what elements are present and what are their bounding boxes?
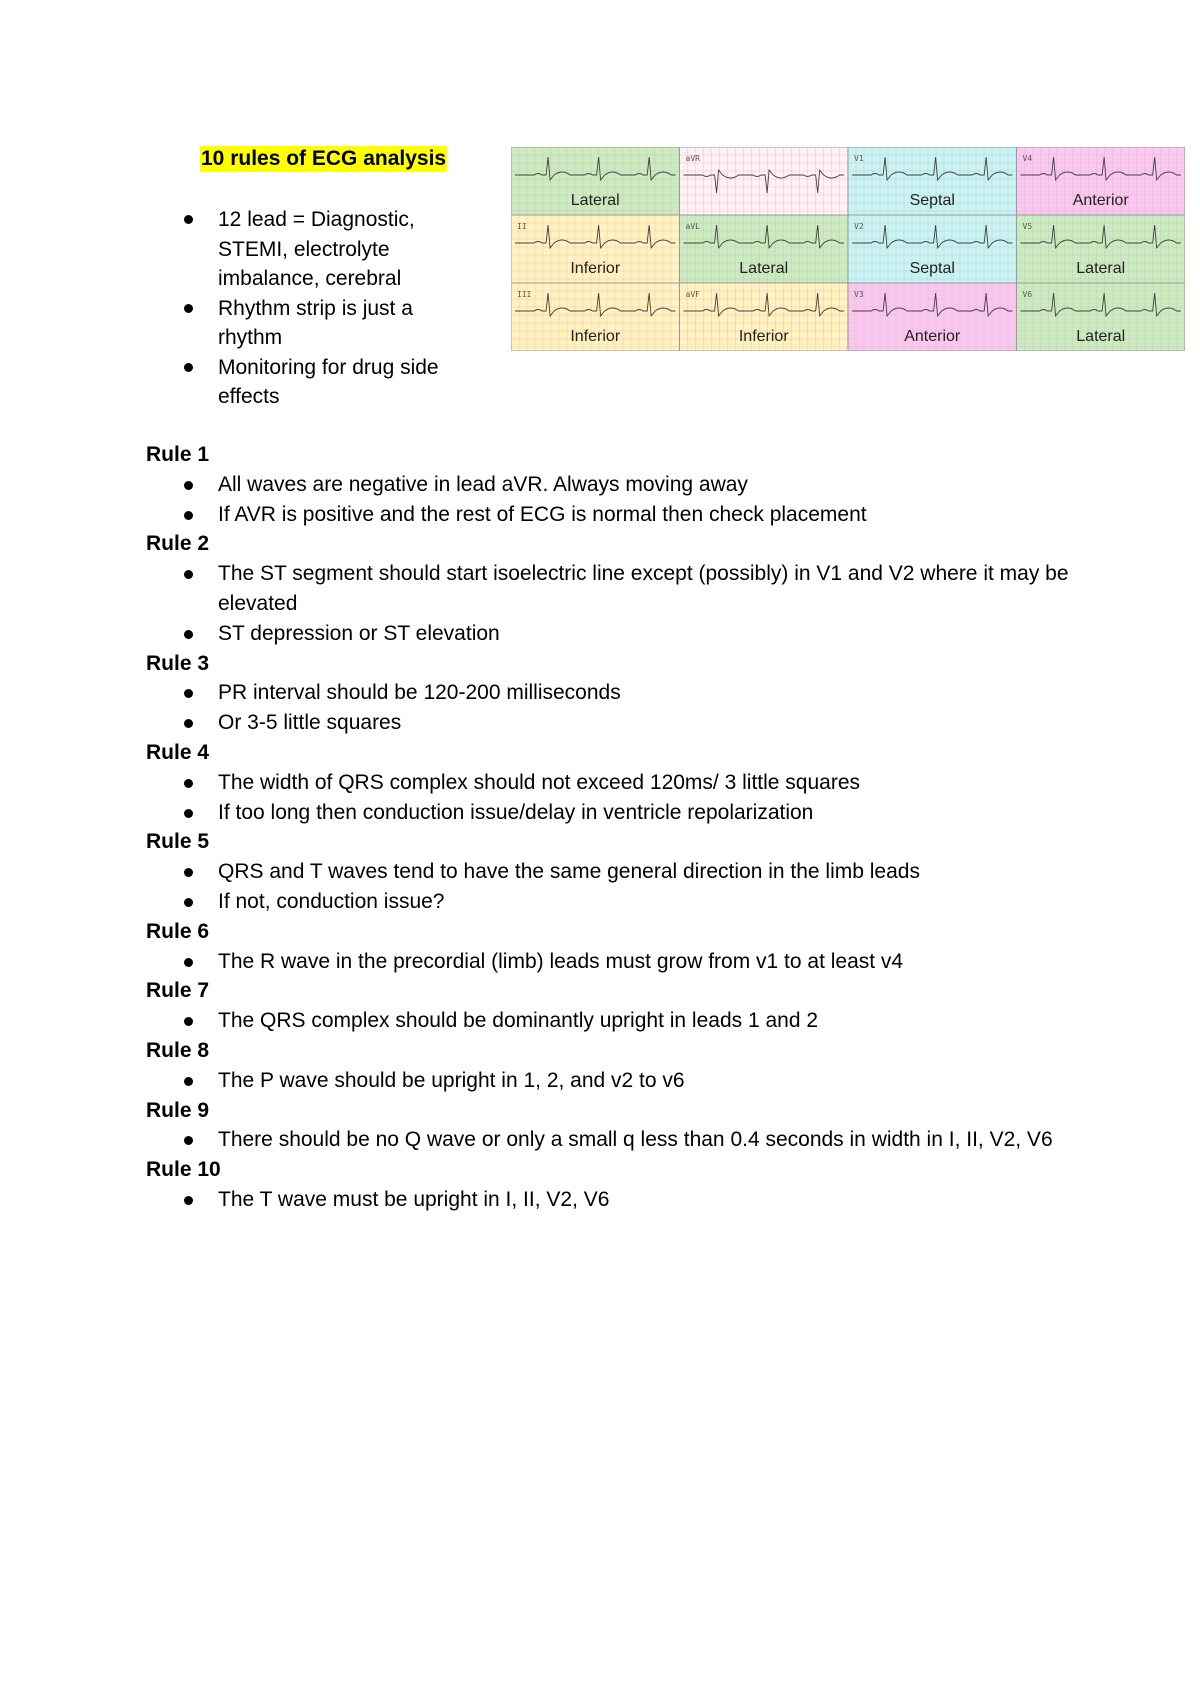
rule-points xyxy=(0,678,1200,738)
bullet-icon xyxy=(184,1017,193,1026)
intro-item-text: 12 lead = Diagnostic, STEMI, electrolyte imbalance, cerebral xyxy=(218,208,415,290)
ecg-grid-image xyxy=(511,147,1185,351)
ecg-cell xyxy=(1017,283,1186,351)
bullet-icon xyxy=(184,719,193,728)
ecg-region-label: Septal xyxy=(909,260,955,277)
intro-list xyxy=(0,205,470,412)
ecg-cell xyxy=(1017,147,1186,215)
intro-item xyxy=(0,294,470,353)
ecg-region-label: Lateral xyxy=(570,192,620,209)
rule-points xyxy=(0,1006,1200,1036)
rule-heading: Rule 5 xyxy=(146,830,210,854)
ecg-region-label: Inferior xyxy=(570,260,621,277)
rule-point xyxy=(0,947,1200,977)
rule-point xyxy=(0,708,1200,738)
document-title: 10 rules of ECG analysis xyxy=(201,147,447,170)
rule-point xyxy=(0,1006,1200,1036)
rule-heading: Rule 9 xyxy=(146,1098,210,1122)
bullet-icon xyxy=(184,630,193,639)
bullet-icon xyxy=(184,868,193,877)
rule-points xyxy=(0,1125,1200,1155)
rule-point-text: The R wave in the precordial (limb) leads must grow from v1 to at least v4 xyxy=(218,949,904,973)
rule-point-text: PR interval should be 120-200 milliseconds xyxy=(218,681,621,705)
rule-point xyxy=(0,857,1200,887)
intro-item xyxy=(0,353,470,412)
rule-point-text: If not, conduction issue? xyxy=(218,889,445,913)
rule-heading: Rule 7 xyxy=(146,979,210,1003)
rule-point-text: Or 3-5 little squares xyxy=(218,711,402,735)
rule-heading: Rule 2 xyxy=(146,532,210,556)
rule-point-text: All waves are negative in lead aVR. Always moving away xyxy=(218,472,748,496)
rule-point xyxy=(0,500,1200,530)
rule-points xyxy=(0,947,1200,977)
ecg-lead-label: II xyxy=(517,222,527,231)
bullet-icon xyxy=(184,215,193,224)
rule-points xyxy=(0,857,1200,917)
rule-point xyxy=(0,559,1200,619)
rule-points xyxy=(0,559,1200,648)
rule-block xyxy=(0,649,1200,738)
ecg-region-label: Lateral xyxy=(1076,260,1126,277)
ecg-lead-label: V4 xyxy=(1022,154,1033,163)
rule-point xyxy=(0,768,1200,798)
bullet-icon xyxy=(184,511,193,520)
rule-heading: Rule 1 xyxy=(146,443,210,466)
rule-point-text: The width of QRS complex should not exceed 120ms/ 3 little squares xyxy=(218,770,860,794)
ecg-lead-region-figure xyxy=(511,147,1185,351)
rule-block xyxy=(0,917,1200,977)
rule-block xyxy=(0,976,1200,1036)
ecg-region-label: Inferior xyxy=(570,328,621,345)
rule-block xyxy=(0,738,1200,827)
ecg-region-label: Anterior xyxy=(1072,192,1129,209)
rule-heading: Rule 8 xyxy=(146,1038,210,1062)
intro-item-text: Monitoring for drug side effects xyxy=(218,355,439,408)
rule-block xyxy=(0,1096,1200,1156)
intro-item xyxy=(0,205,470,294)
rule-heading: Rule 3 xyxy=(146,651,210,675)
rule-block xyxy=(0,827,1200,916)
rule-heading: Rule 4 xyxy=(146,740,210,764)
rule-point xyxy=(0,1185,1200,1215)
rule-point-text: The P wave should be upright in 1, 2, and v2 to v6 xyxy=(218,1068,685,1092)
ecg-cell xyxy=(511,215,680,283)
intro-item-text: Rhythm strip is just a rhythm xyxy=(218,296,413,349)
bullet-icon xyxy=(184,958,193,967)
rule-block xyxy=(0,1036,1200,1096)
bullet-icon xyxy=(184,363,193,372)
rule-point-text: The QRS complex should be dominantly upright in leads 1 and 2 xyxy=(218,1009,819,1033)
rule-block xyxy=(0,440,1200,529)
ecg-cell xyxy=(680,215,849,283)
bullet-icon xyxy=(184,689,193,698)
ecg-cell xyxy=(1017,215,1186,283)
ecg-lead-label: III xyxy=(517,290,532,299)
rule-points xyxy=(0,768,1200,828)
rule-point xyxy=(0,678,1200,708)
rule-point xyxy=(0,798,1200,828)
bullet-icon xyxy=(184,1077,193,1086)
bullet-icon xyxy=(184,570,193,579)
rule-point-text: The T wave must be upright in I, II, V2, V6 xyxy=(218,1187,610,1211)
ecg-cell xyxy=(680,147,849,215)
ecg-cell xyxy=(848,283,1017,351)
rule-point-text: If AVR is positive and the rest of ECG is normal then check placement xyxy=(218,502,867,526)
ecg-lead-label: V3 xyxy=(854,290,864,299)
rule-points xyxy=(0,470,1200,530)
rule-point xyxy=(0,1125,1200,1155)
ecg-cell xyxy=(848,215,1017,283)
rule-block xyxy=(0,529,1200,648)
ecg-cell xyxy=(511,147,680,215)
rule-heading: Rule 10 xyxy=(146,1158,221,1182)
bullet-icon xyxy=(184,304,193,313)
ecg-lead-label: aVF xyxy=(685,290,700,299)
bullet-icon xyxy=(184,898,193,907)
ecg-lead-label: V1 xyxy=(854,154,864,163)
rule-point xyxy=(0,470,1200,500)
rule-point xyxy=(0,887,1200,917)
ecg-region-label: Anterior xyxy=(904,328,961,345)
ecg-cell xyxy=(511,283,680,351)
ecg-cell-background xyxy=(680,147,849,215)
ecg-region-label: Inferior xyxy=(738,328,789,345)
rule-point-text: If too long then conduction issue/delay in ventricle repolarization xyxy=(218,800,814,824)
ecg-cell xyxy=(680,283,849,351)
ecg-lead-label: aVL xyxy=(685,222,700,231)
rule-point-text: The ST segment should start isoelectric line except (possibly) in V1 and V2 where it may be elevated xyxy=(218,562,1069,615)
ecg-lead-label: V2 xyxy=(854,222,864,231)
bullet-icon xyxy=(184,1136,193,1145)
ecg-lead-label: V6 xyxy=(1022,290,1033,299)
ecg-region-label: Septal xyxy=(909,192,955,209)
rule-point xyxy=(0,619,1200,649)
ecg-lead-label: V5 xyxy=(1022,222,1033,231)
ecg-region-label: Lateral xyxy=(739,260,789,277)
rule-point-text: There should be no Q wave or only a small q less than 0.4 seconds in width in I, II, V2, V6 xyxy=(218,1128,1053,1152)
rule-point xyxy=(0,1066,1200,1096)
rule-point-text: ST depression or ST elevation xyxy=(218,621,500,645)
rule-point-text: QRS and T waves tend to have the same general direction in the limb leads xyxy=(218,860,920,884)
rule-heading: Rule 6 xyxy=(146,919,210,943)
rule-points xyxy=(0,1185,1200,1215)
ecg-region-label: Lateral xyxy=(1076,328,1126,345)
ecg-cell xyxy=(848,147,1017,215)
bullet-icon xyxy=(184,809,193,818)
rules-section xyxy=(0,440,1200,1215)
bullet-icon xyxy=(184,779,193,788)
bullet-icon xyxy=(184,1196,193,1205)
rule-points xyxy=(0,1066,1200,1096)
bullet-icon xyxy=(184,481,193,490)
ecg-lead-label: aVR xyxy=(685,154,700,163)
rule-block xyxy=(0,1155,1200,1215)
